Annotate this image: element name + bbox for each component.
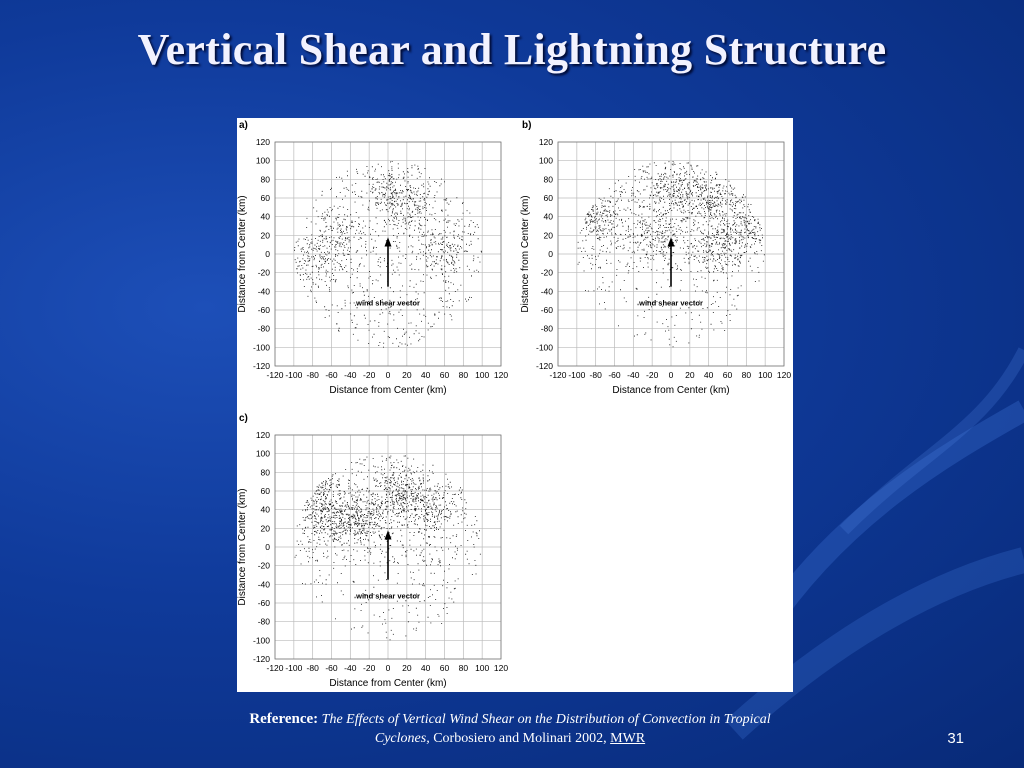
y-tick-label: -80 — [257, 616, 270, 627]
y-tick-label: 40 — [543, 211, 553, 222]
x-tick-label: 0 — [385, 370, 391, 380]
x-tick-label: 20 — [685, 370, 695, 380]
y-tick-label: -20 — [257, 267, 270, 278]
y-tick-label: -80 — [540, 323, 553, 334]
x-axis-label: Distance from Center (km) — [329, 385, 447, 396]
x-tick-label: 0 — [668, 370, 674, 380]
x-tick-label: 60 — [439, 370, 450, 380]
y-tick-label: 60 — [543, 193, 553, 203]
x-tick-label: 40 — [420, 663, 431, 673]
panel-label: b) — [522, 120, 532, 131]
x-tick-label: 40 — [420, 370, 431, 380]
x-tick-label: -120 — [549, 370, 567, 380]
wind-shear-label: wind shear vector — [639, 298, 703, 308]
x-tick-label: -20 — [646, 370, 659, 380]
y-tick-label: 120 — [255, 430, 270, 440]
y-axis-label: Distance from Center (km) — [520, 195, 531, 313]
x-tick-label: -60 — [608, 370, 621, 380]
x-tick-label: 120 — [493, 370, 509, 380]
x-tick-label: 80 — [741, 370, 752, 380]
y-tick-label: -100 — [252, 342, 270, 353]
y-tick-label: -20 — [540, 267, 553, 278]
chart-panel — [237, 413, 508, 689]
y-tick-label: 60 — [260, 486, 270, 496]
x-tick-label: -100 — [568, 370, 586, 380]
y-tick-label: 0 — [265, 249, 270, 259]
y-tick-label: 80 — [260, 174, 270, 185]
wind-shear-label: wind shear vector — [356, 298, 420, 308]
x-tick-label: 60 — [439, 663, 450, 673]
y-axis-label: Distance from Center (km) — [237, 195, 248, 313]
wind-shear-arrowhead — [385, 237, 392, 246]
y-tick-label: 40 — [260, 504, 270, 515]
y-tick-label: -60 — [257, 598, 270, 608]
y-tick-label: 120 — [255, 137, 270, 147]
x-tick-label: 60 — [722, 370, 733, 380]
y-tick-label: -120 — [252, 654, 270, 664]
reference-line-2 — [150, 729, 870, 749]
x-tick-label: 20 — [402, 370, 412, 380]
y-tick-label: 20 — [260, 230, 270, 241]
reference-line-1 — [150, 709, 870, 730]
x-tick-label: 100 — [475, 370, 490, 380]
y-tick-label: -120 — [252, 361, 270, 371]
x-tick-label: -80 — [306, 370, 319, 380]
y-tick-label: 120 — [538, 137, 553, 147]
y-tick-label: -80 — [257, 323, 270, 334]
x-tick-label: 80 — [458, 663, 469, 673]
y-tick-label: -60 — [257, 305, 270, 315]
y-tick-label: -40 — [257, 286, 270, 297]
panel-label: a) — [239, 120, 248, 131]
x-axis-label: Distance from Center (km) — [329, 678, 447, 689]
chart-panel — [520, 120, 791, 396]
scatter-figure — [237, 118, 793, 692]
x-tick-label: -60 — [325, 370, 338, 380]
y-tick-label: -100 — [535, 342, 553, 353]
y-tick-label: -120 — [535, 361, 553, 371]
y-tick-label: -20 — [257, 560, 270, 571]
panel-label: c) — [239, 413, 248, 424]
x-tick-label: -120 — [266, 370, 284, 380]
wind-shear-arrowhead — [668, 237, 675, 246]
y-tick-label: 80 — [260, 467, 270, 478]
y-tick-label: -40 — [540, 286, 553, 297]
x-tick-label: 20 — [402, 663, 412, 673]
y-tick-label: 100 — [538, 155, 553, 166]
y-tick-label: 20 — [543, 230, 553, 241]
figure-panel — [237, 118, 793, 692]
reference-link[interactable]: MWR — [610, 731, 646, 746]
x-tick-label: -40 — [344, 663, 357, 673]
x-tick-label: -80 — [306, 663, 319, 673]
x-tick-label: 100 — [758, 370, 773, 380]
x-tick-label: -100 — [285, 663, 303, 673]
reference-title-end: Cyclones, — [374, 731, 430, 746]
wind-shear-arrowhead — [385, 530, 392, 539]
chart-panel — [237, 120, 508, 396]
y-tick-label: 100 — [255, 448, 270, 459]
x-tick-label: -20 — [363, 663, 376, 673]
slide-title: Vertical Shear and Lightning Structure — [137, 25, 887, 74]
y-tick-label: 0 — [265, 542, 270, 552]
x-tick-label: -40 — [344, 370, 357, 380]
x-tick-label: -20 — [363, 370, 376, 380]
page-number: 31 — [947, 730, 964, 747]
x-axis-label: Distance from Center (km) — [612, 385, 730, 396]
x-tick-label: 80 — [458, 370, 469, 380]
y-tick-label: 80 — [543, 174, 553, 185]
x-tick-label: -100 — [285, 370, 303, 380]
y-tick-label: -100 — [252, 635, 270, 646]
x-tick-label: -80 — [589, 370, 602, 380]
x-tick-label: 100 — [475, 663, 490, 673]
y-tick-label: -40 — [257, 579, 270, 590]
y-tick-label: 60 — [260, 193, 270, 203]
y-tick-label: 40 — [260, 211, 270, 222]
wind-shear-label: wind shear vector — [356, 591, 420, 601]
y-tick-label: 20 — [260, 523, 270, 534]
x-tick-label: -40 — [627, 370, 640, 380]
x-tick-label: -120 — [266, 663, 284, 673]
x-tick-label: 120 — [493, 663, 509, 673]
x-tick-label: 0 — [385, 663, 391, 673]
y-tick-label: 0 — [548, 249, 553, 259]
y-tick-label: 100 — [255, 155, 270, 166]
x-tick-label: 120 — [776, 370, 792, 380]
x-tick-label: -60 — [325, 663, 338, 673]
reference-authors: Corbosiero and Molinari 2002, — [433, 731, 607, 746]
y-axis-label: Distance from Center (km) — [237, 488, 248, 606]
reference-title: The Effects of Vertical Wind Shear on the Distribution of Convection in Tropical — [321, 712, 771, 727]
y-tick-label: -60 — [540, 305, 553, 315]
x-tick-label: 40 — [703, 370, 714, 380]
reference-label: Reference: — [249, 711, 319, 727]
